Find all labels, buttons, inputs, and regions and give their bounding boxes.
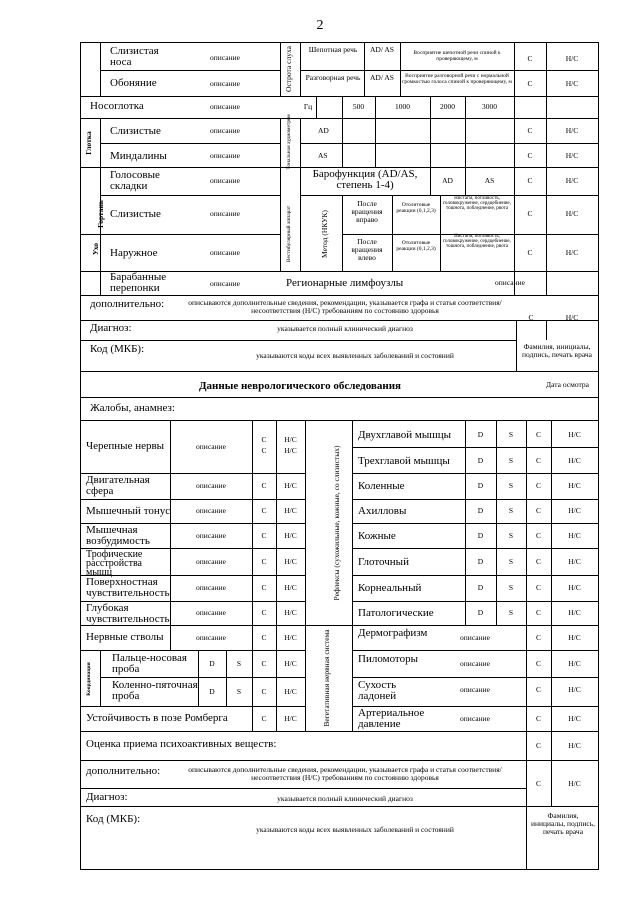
table-rule [80,295,599,296]
nc-mark: Н/С [568,506,581,515]
table-rule [352,601,598,602]
nystagmus-text: Нистагм, потливость, головокружение, сердцебиение, тошнота, побледнение, рвота [443,196,511,211]
table-rule [400,42,401,96]
table-rule [514,195,598,196]
deep-sens-label: Глубокая чувствительность [86,602,170,625]
table-rule [100,70,280,71]
palm-dryness-label: Сухость ладоней [358,679,397,702]
neuro-doctor-sign: Фамилия, инициалы, подпись, печать врача [530,811,595,836]
nc-mark: Н/С [568,659,581,668]
table-rule [516,320,517,371]
neuro-extra-text: описываются дополнительные сведения, рекомендации, указывается графа и статья соответствия/несоответствия (Н/С) требованиям по состоянию здоровья [188,765,502,782]
c-mark: С [527,54,533,63]
nc-mark: Н/С [284,506,297,515]
barofunction-label: Барофункция (AD/AS, степень 1-4) [312,168,418,191]
nc-mark: Н/С [284,659,297,668]
table-rule [80,731,599,732]
c-mark: С [528,313,534,322]
c-mark: С [527,209,533,218]
blood-pressure-label: Артериальное давление [358,707,425,730]
table-rule [352,473,598,474]
c-mark: С [535,481,541,490]
whisper-label: Шепотная речь [308,45,358,54]
table-rule [100,195,280,196]
table-rule [440,195,441,271]
table-rule [546,320,547,340]
c-mark: С [527,248,533,257]
table-rule [532,806,598,807]
complaints-label: Жалобы, анамнез: [90,402,175,414]
s-mark: S [508,430,514,439]
neuro-title: Данные неврологического обследования [198,380,402,392]
rot-left-label: После вращения влево [351,237,383,262]
c-mark: С [261,608,267,617]
nc-mark: Н/С [568,430,581,439]
nc-mark: Н/С [565,209,579,218]
cranial-nerves-label: Черепные нервы [86,440,165,452]
c-mark: С [261,687,267,696]
neuro-extra-label: дополнительно: [86,765,161,777]
motor-sphere-label: Двигательная сфера [86,474,150,497]
page-number: 2 [316,18,324,33]
table-rule [392,195,393,271]
d-mark: D [477,557,484,566]
regional-lymph-label: Регионарные лимфоузлы [286,277,404,289]
c-mark: С [261,446,267,455]
eardrums-label: Барабанные перепонки [110,271,167,294]
c-mark: С [535,430,541,439]
c-mark: С [261,633,267,642]
nc-mark: Н/С [568,779,581,788]
desc-text: описание [196,557,226,566]
desc-text: описание [196,633,226,642]
c-mark: С [261,714,267,723]
spoken-note: Восприятие разговорной речи с нормальной громкостью голоса спиной к проверяющему, м [402,73,512,85]
nc-mark: Н/С [284,531,297,540]
table-rule [364,42,365,96]
vestibular-label: Вестибулярный аппарат [286,205,292,263]
desc-text: описание [460,633,490,642]
nc-mark: Н/С [284,481,297,490]
c-mark: С [527,151,533,160]
table-rule [100,143,280,144]
table-rule [80,760,599,761]
otolith-label: Отолитовые реакции (0,1,2,3) [396,202,436,214]
d-mark: D [477,531,484,540]
freq-500: 500 [352,102,365,111]
d-mark: D [209,687,215,696]
pilomotor-label: Пиломоторы [358,653,418,665]
nc-mark: Н/С [565,151,579,160]
psychoactive-label: Оценка приема психоактивных веществ: [86,738,277,750]
c-mark: С [261,531,267,540]
desc-text: описание [196,442,226,451]
outer-ear-label: Наружное [110,247,158,259]
d-mark: D [477,506,484,515]
table-rule [80,371,599,372]
frame-top [80,42,599,43]
hz-label: Гц [303,102,313,111]
larynx-label: Гортань [96,200,105,228]
romberg-label: Устойчивость в позе Ромберга [86,712,228,724]
desc-text: описание [196,583,226,592]
table-rule [305,625,598,626]
muscle-tone-label: Мышечный тонус [86,505,171,517]
table-rule [300,42,301,96]
otolith-label: Отолитовые реакции (0,1,2,3) [396,240,436,252]
whisper-note: Восприятие шепотной речи спиной к проверяющему, м [413,50,501,62]
s-mark: S [508,506,514,515]
neuro-icd-text: указываются коды всех выявленных заболеваний и состояний [256,825,454,834]
nc-mark: Н/С [568,481,581,490]
table-rule [226,650,227,706]
nasopharynx-label: Носоглотка [90,100,144,112]
freq-1000: 1000 [395,102,410,111]
exam-date-label: Дата осмотра [546,380,589,389]
freq-2000: 2000 [440,102,455,111]
finger-nose-label: Пальце-носовая проба [112,652,187,675]
table-rule [342,195,343,271]
nc-mark: Н/С [284,633,297,642]
vegetative-label: Вегетативная нервная система [322,629,331,727]
desc-text: описание [210,79,240,88]
c-mark: С [535,633,541,642]
desc-text: описание [210,102,240,111]
table-rule [80,806,532,807]
nc-mark: Н/С [565,248,579,257]
pharynx-mucosa-label: Слизистые [110,125,161,137]
c-mark: С [261,583,267,592]
table-rule [80,499,305,500]
table-rule [305,420,306,731]
nc-mark: Н/С [284,714,297,723]
table-rule [300,70,598,71]
as-label: AS [484,176,495,185]
c-mark: С [261,435,267,444]
table-rule [352,650,598,651]
d-mark: D [477,608,484,617]
reflex-pathological: Патологические [358,607,434,619]
c-mark: С [535,714,541,723]
table-rule [316,96,317,118]
nc-mark: Н/С [568,685,581,694]
rot-right-label: После вращения вправо [351,199,383,224]
nc-mark: Н/С [284,557,297,566]
table-rule [352,548,598,549]
desc-text: описание [460,659,490,668]
heel-knee-label: Коленно-пяточная проба [112,679,198,702]
c-mark: С [261,659,267,668]
table-rule [100,650,101,706]
s-mark: S [508,456,514,465]
trophic-label: Трофические расстройства мышц [86,549,143,578]
superficial-sens-label: Поверхностная чувствительность [86,576,170,599]
table-rule [80,340,516,341]
reflex-triceps: Трехглавой мышцы [358,455,450,467]
c-mark: С [535,506,541,515]
c-mark: С [535,608,541,617]
desc-text: описание [196,531,226,540]
desc-text: описание [210,248,240,257]
c-mark: С [527,126,533,135]
desc-text: описание [460,714,490,723]
reflex-pharyngeal: Глоточный [358,556,409,568]
s-mark: S [508,481,514,490]
table-rule [300,195,301,271]
desc-text: описание [196,608,226,617]
neuro-icd-label: Код (МКБ): [86,813,141,825]
s-mark: S [508,531,514,540]
reflex-achilles: Ахилловы [358,505,407,517]
hearing-label: Острота слуха [284,46,293,92]
ad-as-label: AD/ AS [370,45,394,54]
s-mark: S [508,557,514,566]
desc-text: описание [196,506,226,515]
c-mark: С [261,506,267,515]
table-rule [352,575,598,576]
table-rule [80,788,526,789]
table-rule [352,523,598,524]
nc-mark: Н/С [568,456,581,465]
ear-label: Ухо [91,242,100,256]
nerve-trunks-label: Нервные стволы [86,631,164,643]
nc-mark: Н/С [568,583,581,592]
ent-icd-label: Код (МКБ): [90,343,145,355]
coord-label: Координация [86,662,92,696]
table-rule [352,447,598,448]
desc-text: описание [460,685,490,694]
s-mark: S [508,608,514,617]
neuro-diagnosis-label: Диагноз: [86,791,128,803]
table-rule [300,143,598,144]
d-mark: D [477,456,484,465]
nc-mark: Н/С [568,741,581,750]
nc-mark: Н/С [565,313,579,322]
table-rule [465,118,466,167]
nc-mark: Н/С [284,435,297,444]
smell-label: Обоняние [110,77,157,89]
table-rule [80,650,305,651]
table-rule [170,420,171,650]
ent-diagnosis-text: указывается полный клинический диагноз [277,324,413,333]
table-rule [430,118,431,167]
reflex-skin: Кожные [358,530,396,542]
table-rule [526,731,527,869]
desc-text: описание [210,126,240,135]
pharynx-label: Глотка [84,131,93,155]
table-rule [80,234,280,235]
c-mark: С [535,741,541,750]
c-mark: С [535,583,541,592]
nc-mark: Н/С [284,583,297,592]
reflex-knee: Коленные [358,480,405,492]
ad-label: AD [442,176,453,185]
table-rule [100,42,101,96]
c-mark: С [535,557,541,566]
nc-mark: Н/С [565,126,579,135]
table-rule [352,499,598,500]
d-mark: D [477,481,484,490]
nc-mark: Н/С [284,446,297,455]
muscle-excitability-label: Мышечная возбудимость [86,524,150,547]
nc-mark: Н/С [568,608,581,617]
d-mark: D [477,583,484,592]
nc-mark: Н/С [565,79,579,88]
ent-icd-text: указываются коды всех выявленных заболеваний и состояний [256,351,454,360]
c-mark: С [535,779,541,788]
table-rule [342,118,343,167]
c-mark: С [261,481,267,490]
tonsils-label: Миндалины [110,150,167,162]
desc-text: описание [210,209,240,218]
table-rule [352,677,598,678]
nystagmus-text: Нистагм, потливость, головокружение, сердцебиение, тошнота, побледнение, рвота [443,234,511,249]
c-mark: С [535,456,541,465]
table-rule [300,118,301,195]
nc-mark: Н/С [568,633,581,642]
d-mark: D [477,430,484,439]
table-rule [80,397,599,398]
ent-doctor-sign: Фамилия, инициалы, подпись, печать врача [522,342,592,359]
desc-text: описание [210,176,240,185]
ad-label: AD [318,126,329,135]
table-rule [375,118,376,167]
nose-mucosa-label: Слизистая носа [110,45,159,68]
method-label: Метод (НКУК) [320,210,329,258]
c-mark: С [535,659,541,668]
desc-text: описание [196,481,226,490]
c-mark: С [527,176,533,185]
reflex-corneal: Корнеальный [358,582,422,594]
table-rule [80,96,599,97]
frame-bottom [80,869,599,870]
table-rule [80,625,305,626]
nc-mark: Н/С [284,687,297,696]
s-mark: S [236,659,242,668]
c-mark: С [527,79,533,88]
neuro-diagnosis-text: указывается полный клинический диагноз [277,794,413,803]
d-mark: D [209,659,215,668]
nc-mark: Н/С [568,714,581,723]
table-rule [198,650,199,706]
nc-mark: Н/С [568,531,581,540]
dermographism-label: Дермографизм [358,627,428,639]
desc-text: описание [210,151,240,160]
audiometry-label: Тональная аудиометрия [286,114,292,170]
desc-text: описание [210,53,240,62]
table-rule [80,706,305,707]
table-rule [80,420,599,421]
freq-3000: 3000 [482,102,497,111]
s-mark: S [236,687,242,696]
reflexes-label: Рефлексы (сухожильные, кожные, со слизистых) [332,445,341,601]
table-rule [280,118,281,271]
table-rule [280,42,281,96]
ad-as-label: AD/ AS [370,73,394,82]
table-rule [80,118,599,119]
ent-diagnosis-label: Диагноз: [90,322,132,334]
nc-mark: Н/С [565,54,579,63]
as-label: AS [318,151,328,160]
larynx-mucosa-label: Слизистые [110,208,161,220]
c-mark: С [535,531,541,540]
table-rule [100,677,305,678]
c-mark: С [261,557,267,566]
ent-extra-label: дополнительно: [90,298,165,310]
c-mark: С [535,685,541,694]
nc-mark: Н/С [284,608,297,617]
nc-mark: Н/С [568,557,581,566]
ent-extra-text: описываются дополнительные сведения, рекомендации, указывается графа и статья соответствия/несоответствия (Н/С) требованиям по состоянию здоровья [188,298,502,315]
desc-text: описание [210,279,240,288]
vocal-folds-label: Голосовые складки [110,169,160,192]
nc-mark: Н/С [565,176,579,185]
reflex-biceps: Двухглавой мышцы [358,429,452,441]
spoken-label: Разговорная речь [305,73,361,82]
s-mark: S [508,583,514,592]
desc-text: описание [495,278,525,287]
